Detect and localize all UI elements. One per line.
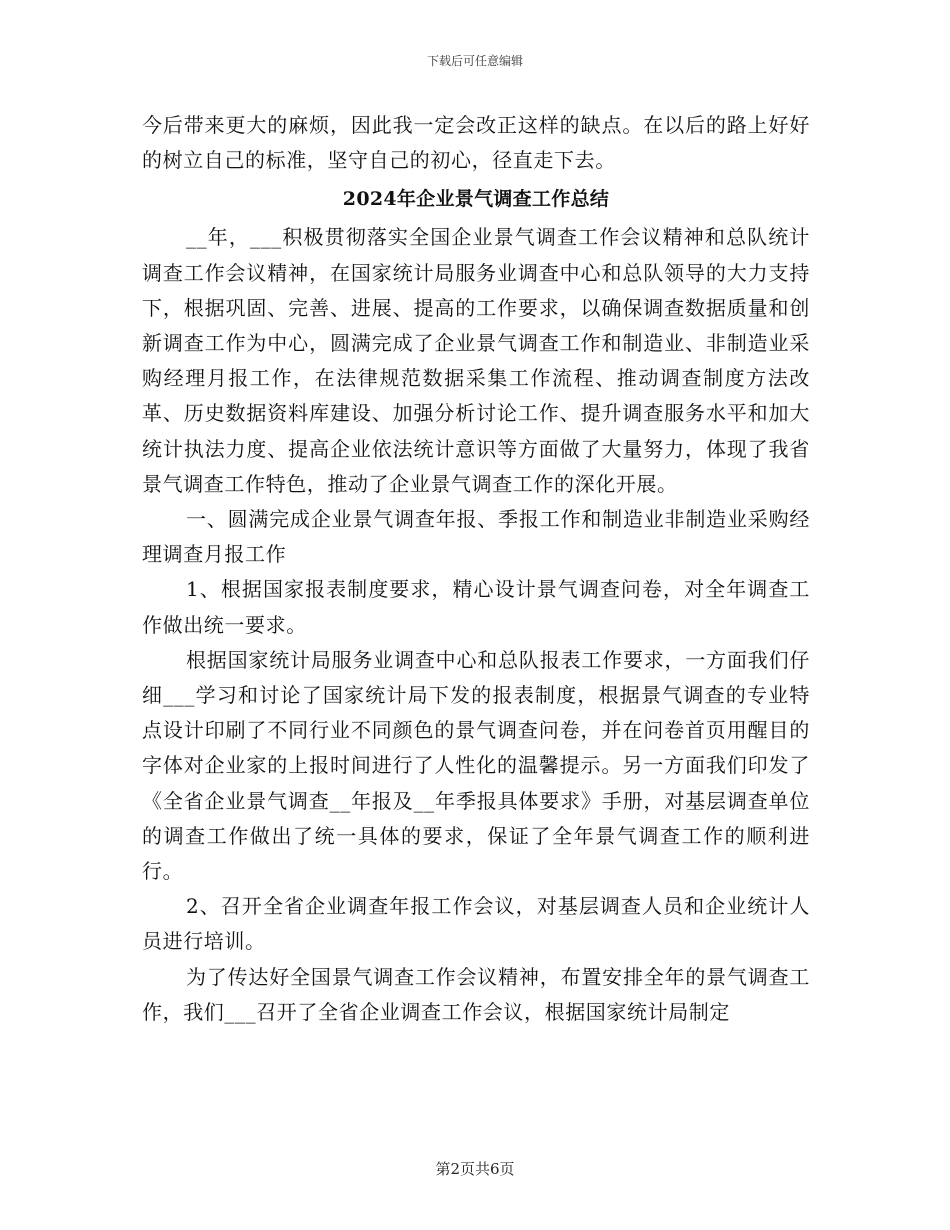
intro-paragraph: __年，___积极贯彻落实全国企业景气调查工作会议精神和总队统计调查工作会议精神，在国家统计局服务业调查中心和总队领导的大力支持下，根据巩固、完善、进展、提高的工作要求，以确保调查数据质量和创新调查工作为中心，圆满完成了企业景气调查工作和制造业、非制造业采购经理月报工作，在法律规范数据采集工作流程、推动调查制度方法改革、历史数据资料库建设、加强分析讨论工作、提升调查服务水平和加大统计执法力度、提高企业依法统计意识等方面做了大量努力，体现了我省景气调查工作特色，推动了企业景气调查工作的深化开展。 — [142, 225, 810, 496]
document-title: 2024年企业景气调查工作总结 — [342, 188, 610, 211]
list-item-2: 2、召开全省企业调查年报工作会议，对基层调查人员和企业统计人员进行培训。 — [142, 894, 810, 954]
body-paragraph-1: 根据国家统计局服务业调查中心和总队报表工作要求，一方面我们仔细___学习和讨论了国家统计局下发的报表制度，根据景气调查的专业特点设计印刷了不同行业不同颜色的景气调查问卷，并在问卷首页用醒目的字体对企业家的上报时间进行了人性化的温馨提示。另一方面我们印发了《全省企业景气调查__年报及__年季报具体要求》手册，对基层调查单位的调查工作做出了统一具体的要求，保证了全年景气调查工作的顺利进行。 — [142, 647, 810, 884]
page-header-note: 下载后可任意编辑 — [426, 54, 523, 68]
section-heading-1: 一、圆满完成企业景气调查年报、季报工作和制造业非制造业采购经理调查月报工作 — [142, 507, 810, 567]
list-item-1: 1、根据国家报表制度要求，精心设计景气调查问卷，对全年调查工作做出统一要求。 — [142, 577, 810, 637]
document-body — [142, 108, 810, 1030]
page-number: 第2页共6页 — [435, 1160, 515, 1178]
body-paragraph-2: 为了传达好全国景气调查工作会议精神，布置安排全年的景气调查工作，我们___召开了全省企业调查工作会议，根据国家统计局制定 — [142, 964, 810, 1024]
continuation-paragraph: 今后带来更大的麻烦，因此我一定会改正这样的缺点。在以后的路上好好的树立自己的标准，坚守自己的初心，径直走下去。 — [142, 113, 810, 173]
